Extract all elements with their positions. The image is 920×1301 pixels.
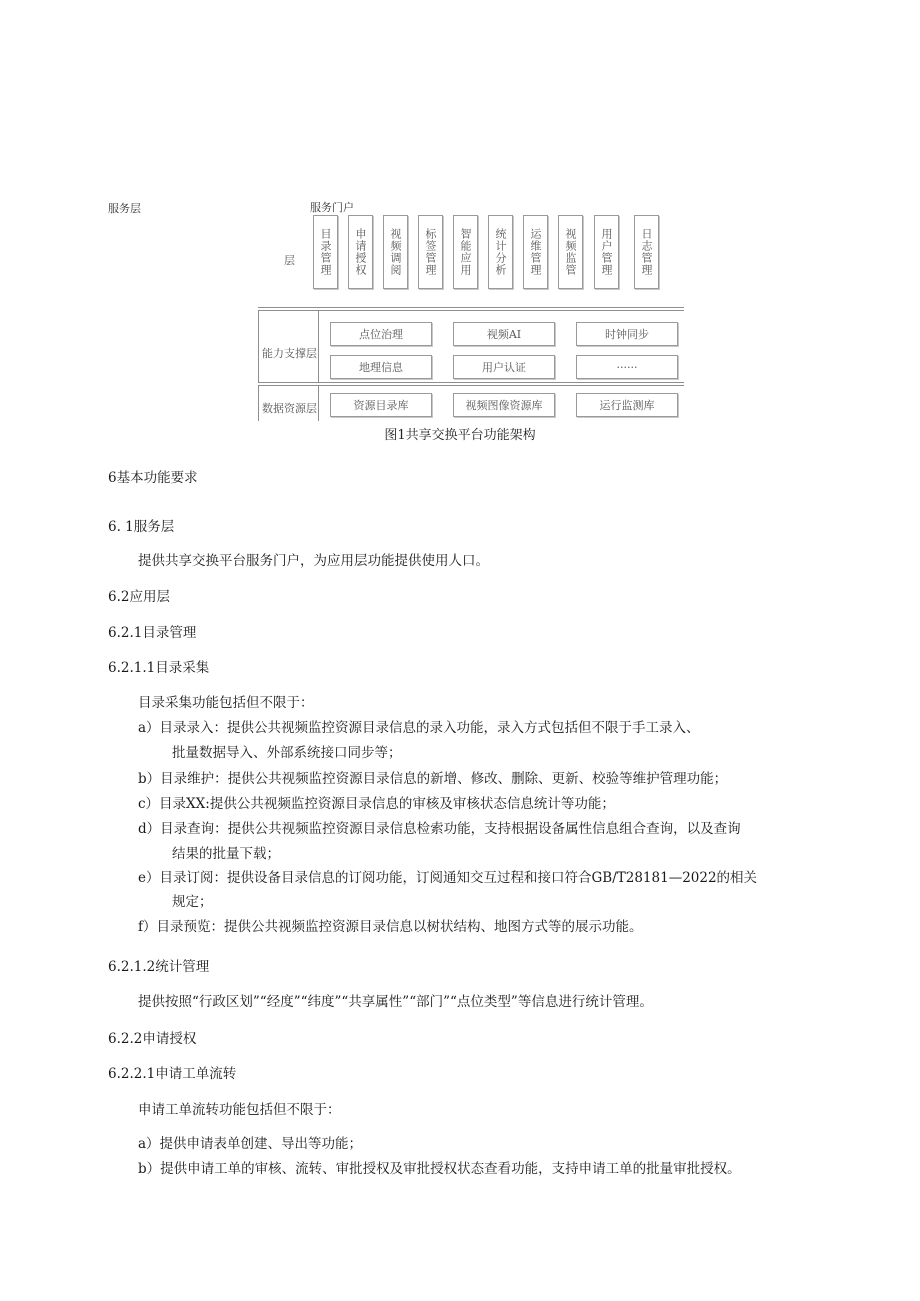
app-box: 统计分析 <box>488 215 513 289</box>
app-box: 申请授权 <box>348 215 373 289</box>
service-layer-label: 服务层 <box>108 202 141 215</box>
capability-layer-label: 能力支撑层 <box>262 347 317 360</box>
section-heading: 6基本功能要求 <box>108 470 198 486</box>
separator-line <box>258 382 684 383</box>
paragraph: 申请工单流转功能包括但不限于： <box>138 1102 341 1118</box>
list-item-continuation: 规定； <box>172 894 213 910</box>
app-box: 视频监管 <box>558 215 583 289</box>
section-heading: 6.2.1.1目录采集 <box>108 660 210 676</box>
separator-line <box>318 385 319 421</box>
separator-line <box>258 385 684 386</box>
app-box: 视频调阅 <box>383 215 408 289</box>
architecture-diagram <box>0 0 920 460</box>
capability-box: ······ <box>576 355 678 379</box>
app-box: 日志管理 <box>634 215 659 289</box>
capability-box: 视频AI <box>453 322 555 346</box>
section-heading: 6.2应用层 <box>108 589 170 605</box>
separator-line <box>258 310 259 382</box>
app-box: 标签管理 <box>418 215 443 289</box>
paragraph: 提供按照“行政区划”“经度”“纬度”“共享属性”“部门”“点位类型”等信息进行统计管理。 <box>138 994 653 1010</box>
list-item: d）目录查询：提供公共视频监控资源目录信息检索功能，支持根据设备属性信息组合查询，以及查询 <box>138 821 741 837</box>
list-item-continuation: 批量数据导入、外部系统接口同步等； <box>172 745 402 761</box>
capability-box: 地理信息 <box>330 355 432 379</box>
section-heading: 6. 1服务层 <box>108 519 175 535</box>
section-heading: 6.2.2.1申请工单流转 <box>108 1066 237 1082</box>
app-box: 用户管理 <box>594 215 619 289</box>
list-item: a）提供申请表单创建、导出等功能； <box>138 1136 363 1152</box>
capability-box: 点位治理 <box>330 322 432 346</box>
app-box: 目录管理 <box>313 215 338 289</box>
app-layer-label: 层 <box>284 254 295 267</box>
app-box: 运维管理 <box>523 215 548 289</box>
portal-label: 服务门户 <box>310 201 354 214</box>
section-heading: 6.2.1.2统计管理 <box>108 959 210 975</box>
paragraph: 目录采集功能包括但不限于： <box>138 695 314 711</box>
capability-box: 时钟同步 <box>576 322 678 346</box>
section-heading: 6.2.2申请授权 <box>108 1031 197 1047</box>
data-box: 运行监测库 <box>576 393 678 417</box>
list-item-continuation: 结果的批量下载； <box>172 846 280 862</box>
paragraph: 提供共享交换平台服务门户，为应用层功能提供使用人口。 <box>138 553 489 569</box>
list-item: c）目录XX:提供公共视频监控资源目录信息的审核及审核状态信息统计等功能； <box>138 796 615 812</box>
data-box: 资源目录库 <box>330 393 432 417</box>
figure-caption: 图1共享交换平台功能架构 <box>384 428 536 443</box>
list-item: a）目录录入：提供公共视频监控资源目录信息的录入功能，录入方式包括但不限于手工录入、 <box>138 720 700 736</box>
section-heading: 6.2.1目录管理 <box>108 625 197 641</box>
app-box: 智能应用 <box>453 215 478 289</box>
separator-line <box>258 310 684 311</box>
data-layer-label: 数据资源层 <box>262 402 317 415</box>
separator-line <box>318 310 319 382</box>
list-item: b）目录维护：提供公共视频监控资源目录信息的新增、修改、删除、更新、校验等维护管理功能； <box>138 771 728 787</box>
list-item: e）目录订阅：提供设备目录信息的订阅功能，订阅通知交互过程和接口符合GB/T28181—2022的相关 <box>138 870 758 886</box>
list-item: f）目录预览：提供公共视频监控资源目录信息以树状结构、地图方式等的展示功能。 <box>138 919 643 935</box>
capability-box: 用户认证 <box>453 355 555 379</box>
data-box: 视频图像资源库 <box>453 393 555 417</box>
separator-line <box>258 307 684 308</box>
list-item: b）提供申请工单的审核、流转、审批授权及审批授权状态查看功能，支持申请工单的批量审批授权。 <box>138 1161 741 1177</box>
separator-line <box>258 385 259 421</box>
